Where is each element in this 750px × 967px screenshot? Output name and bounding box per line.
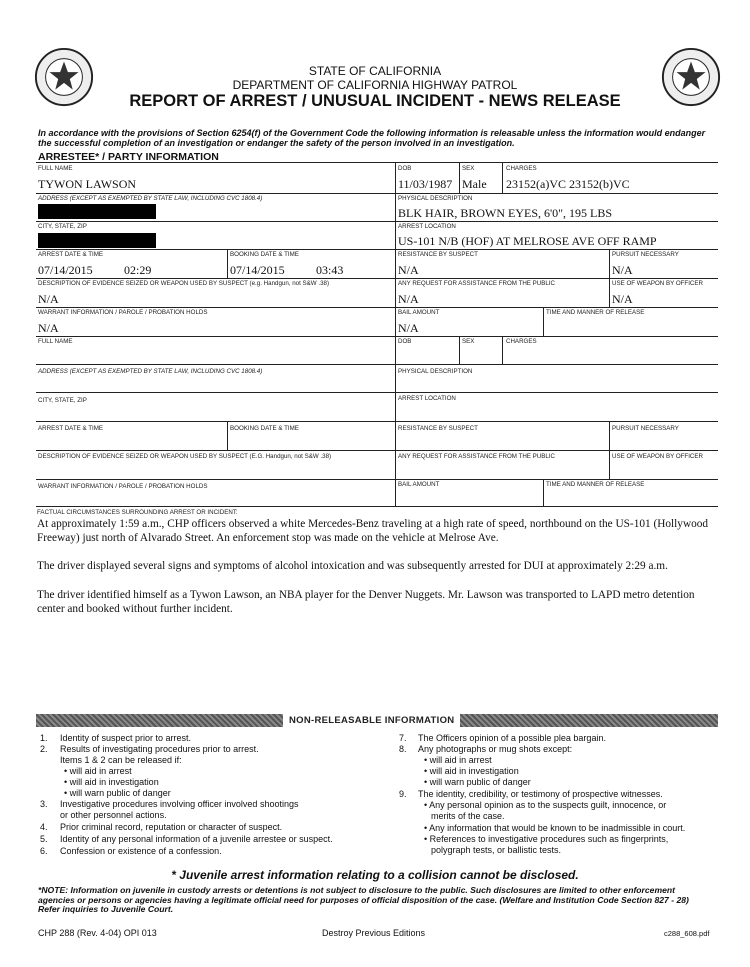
address-label: ADDRESS (EXCEPT AS EXEMPTED BY STATE LAW, INCLUDING CVC 1808.4): [38, 195, 263, 202]
department-heading: DEPARTMENT OF CALIFORNIA HIGHWAY PATROL: [232, 78, 518, 92]
booking-time-value: 03:43: [316, 263, 344, 277]
physical-label: PHYSICAL DESCRIPTION: [398, 195, 473, 202]
list-item: Prior criminal record, reputation or character of suspect.: [60, 822, 283, 832]
pursuit-label-2: PURSUIT NECESSARY: [612, 425, 679, 432]
list-item-number: 8.: [399, 744, 407, 754]
list-item: Any photographs or mug shots except:: [418, 744, 573, 754]
list-item: Investigative procedures involving officer involved shootings: [60, 799, 299, 809]
state-heading: STATE OF CALIFORNIA: [308, 64, 442, 78]
redacted-city: [38, 233, 156, 248]
list-item-number: 6.: [40, 846, 48, 856]
list-item-number: 5.: [40, 834, 48, 844]
dob-label-2: DOB: [398, 338, 412, 345]
warrant-label-2: WARRANT INFORMATION / PAROLE / PROBATION HOLDS: [38, 483, 208, 490]
evidence-label: DESCRIPTION OF EVIDENCE SEIZED OR WEAPON USED BY SUSPECT (e.g. Handgun, not S&W .38): [38, 280, 330, 287]
arrest-date-value: 07/14/2015: [38, 263, 93, 277]
bail-label: BAIL AMOUNT: [398, 309, 440, 316]
page-title: REPORT OF ARREST / UNUSUAL INCIDENT - NEWS RELEASE: [129, 92, 621, 110]
list-item: • will aid in investigation: [64, 777, 159, 787]
charges-value: 23152(a)VC 23152(b)VC: [506, 177, 630, 191]
physical-value: BLK HAIR, BROWN EYES, 6'0", 195 LBS: [398, 206, 613, 220]
list-item: • References to investigative procedures such as fingerprints,: [424, 834, 669, 844]
bail-label-2: BAIL AMOUNT: [398, 481, 440, 488]
sex-label: SEX: [462, 165, 475, 172]
weapon-officer-value: N/A: [612, 292, 633, 306]
dob-value: 11/03/1987: [398, 177, 453, 191]
charges-label-2: CHARGES: [506, 338, 537, 345]
full-name-value: TYWON LAWSON: [38, 177, 137, 191]
pursuit-label: PURSUIT NECESSARY: [612, 251, 679, 258]
list-item: • will warn public of danger: [424, 777, 531, 787]
list-item: Confession or existence of a confession.: [60, 846, 222, 856]
city-label-2: CITY, STATE, ZIP: [38, 397, 87, 404]
juvenile-notice: * Juvenile arrest information relating to a collision cannot be disclosed.: [171, 868, 579, 882]
sex-label-2: SEX: [462, 338, 475, 345]
list-item: merits of the case.: [431, 811, 505, 821]
city-label: CITY, STATE, ZIP: [38, 223, 87, 230]
list-item-number: 3.: [40, 799, 48, 809]
release-label: TIME AND MANNER OF RELEASE: [546, 309, 645, 316]
list-item: • Any information that would be known to be inadmissible in court.: [424, 823, 686, 833]
narrative-paragraph-2: The driver displayed several signs and symptoms of alcohol intoxication and was subsequently arrested for DUI at approximately 2:29 a.m.: [37, 560, 668, 572]
list-item: Identity of any personal information of a juvenile arrestee or suspect.: [60, 834, 333, 844]
address-label-2: ADDRESS (EXCEPT AS EXEMPTED BY STATE LAW, INCLUDING CVC 1808.4): [38, 368, 263, 375]
section-title: ARRESTEE* / PARTY INFORMATION: [38, 151, 219, 163]
warrant-value: N/A: [38, 321, 59, 335]
arrest-location-value: US-101 N/B (HOF) AT MELROSE AVE OFF RAMP: [398, 234, 657, 248]
arrest-dt-label: ARREST DATE & TIME: [38, 251, 103, 258]
list-item: Results of investigating procedures prior to arrest.: [60, 744, 259, 754]
full-name-label-2: FULL NAME: [38, 338, 73, 345]
resistance-label: RESISTANCE BY SUSPECT: [398, 251, 478, 258]
resistance-label-2: RESISTANCE BY SUSPECT: [398, 425, 478, 432]
arrestee-form: [36, 162, 718, 507]
form-number: CHP 288 (Rev. 4-04) OPI 013: [38, 928, 157, 938]
list-item: • will aid in investigation: [424, 766, 519, 776]
list-item: • will aid in arrest: [424, 755, 492, 765]
footer-filename: c288_608.pdf: [664, 929, 710, 938]
arrest-location-label: ARREST LOCATION: [398, 223, 456, 230]
dob-label: DOB: [398, 165, 412, 172]
warrant-label: WARRANT INFORMATION / PAROLE / PROBATION HOLDS: [38, 309, 208, 316]
footer-center-text: Destroy Previous Editions: [322, 928, 426, 938]
bail-value: N/A: [398, 321, 419, 335]
release-label-2: TIME AND MANNER OF RELEASE: [546, 481, 645, 488]
list-item: or other personnel actions.: [60, 810, 167, 820]
assistance-value: N/A: [398, 292, 419, 306]
sex-value: Male: [462, 177, 487, 191]
narrative-paragraph-1: At approximately 1:59 a.m., CHP officers observed a white Mercedes-Benz traveling at a high rate of speed, northbound on the US-101 (Hollywood Freeway) just north of Alvarado Street. An enforcement stop was made on the vehicle at Melrose Ave.: [37, 518, 709, 544]
narrative-paragraph-3: The driver identified himself as a Tywon Lawson, an NBA player for the Denver Nuggets. Mr. Lawson was transported to LAPD metro detention center and booked without further incident.: [37, 589, 695, 615]
list-item-number: 2.: [40, 744, 48, 754]
assistance-label: ANY REQUEST FOR ASSISTANCE FROM THE PUBLIC: [398, 280, 556, 287]
list-item: • will aid in arrest: [64, 766, 132, 776]
non-releasable-title: NON-RELEASABLE INFORMATION: [283, 714, 460, 727]
full-name-label: FULL NAME: [38, 165, 73, 172]
evidence-value: N/A: [38, 292, 59, 306]
list-item: Identity of suspect prior to arrest.: [60, 733, 192, 743]
factual-label: FACTUAL CIRCUMSTANCES SURROUNDING ARREST OR INCIDENT:: [37, 509, 238, 516]
list-item: The identity, credibility, or testimony of prospective witnesses.: [418, 789, 663, 799]
evidence-label-2: DESCRIPTION OF EVIDENCE SEIZED OR WEAPON USED BY SUSPECT (E.G. Handgun, not S&W .38): [38, 453, 332, 460]
list-item-number: 9.: [399, 789, 407, 799]
list-item-number: 1.: [40, 733, 48, 743]
booking-dt-label-2: BOOKING DATE & TIME: [230, 425, 299, 432]
weapon-officer-label: USE OF WEAPON BY OFFICER: [612, 280, 703, 287]
list-item-number: 4.: [40, 822, 48, 832]
intro-text: In accordance with the provisions of Section 6254(f) of the Government Code the following information is releasable unless the information would endanger the successful completion of an investigation or endanger the safety of the person involved in an investigation.: [38, 128, 706, 148]
weapon-officer-label-2: USE OF WEAPON BY OFFICER: [612, 453, 703, 460]
juvenile-note: *NOTE: Information on juvenile in custody arrests or detentions is not subject to disclosure to the public. Such disclosures are limited to other enforcement agencies or persons or agencies having a legitimate official need for purposes of official disposition of the case. (Welfare and Institution Code Section 827 - 28) Refer inquiries to Juvenile Court.: [38, 885, 689, 914]
booking-dt-label: BOOKING DATE & TIME: [230, 251, 299, 258]
resistance-value: N/A: [398, 263, 419, 277]
assistance-label-2: ANY REQUEST FOR ASSISTANCE FROM THE PUBLIC: [398, 453, 556, 460]
list-item: The Officers opinion of a possible plea bargain.: [418, 733, 606, 743]
booking-date-value: 07/14/2015: [230, 263, 285, 277]
arrest-location-label-2: ARREST LOCATION: [398, 395, 456, 402]
list-item: • Any personal opinion as to the suspects guilt, innocence, or: [424, 800, 667, 810]
list-item: Items 1 & 2 can be released if:: [60, 755, 182, 765]
pursuit-value: N/A: [612, 263, 633, 277]
physical-label-2: PHYSICAL DESCRIPTION: [398, 368, 473, 375]
charges-label: CHARGES: [506, 165, 537, 172]
arrest-time-value: 02:29: [124, 263, 152, 277]
list-item: • will warn public of danger: [64, 788, 171, 798]
redacted-address: [38, 204, 156, 219]
list-item: polygraph tests, or ballistic tests.: [431, 845, 562, 855]
arrest-dt-label-2: ARREST DATE & TIME: [38, 425, 103, 432]
list-item-number: 7.: [399, 733, 407, 743]
